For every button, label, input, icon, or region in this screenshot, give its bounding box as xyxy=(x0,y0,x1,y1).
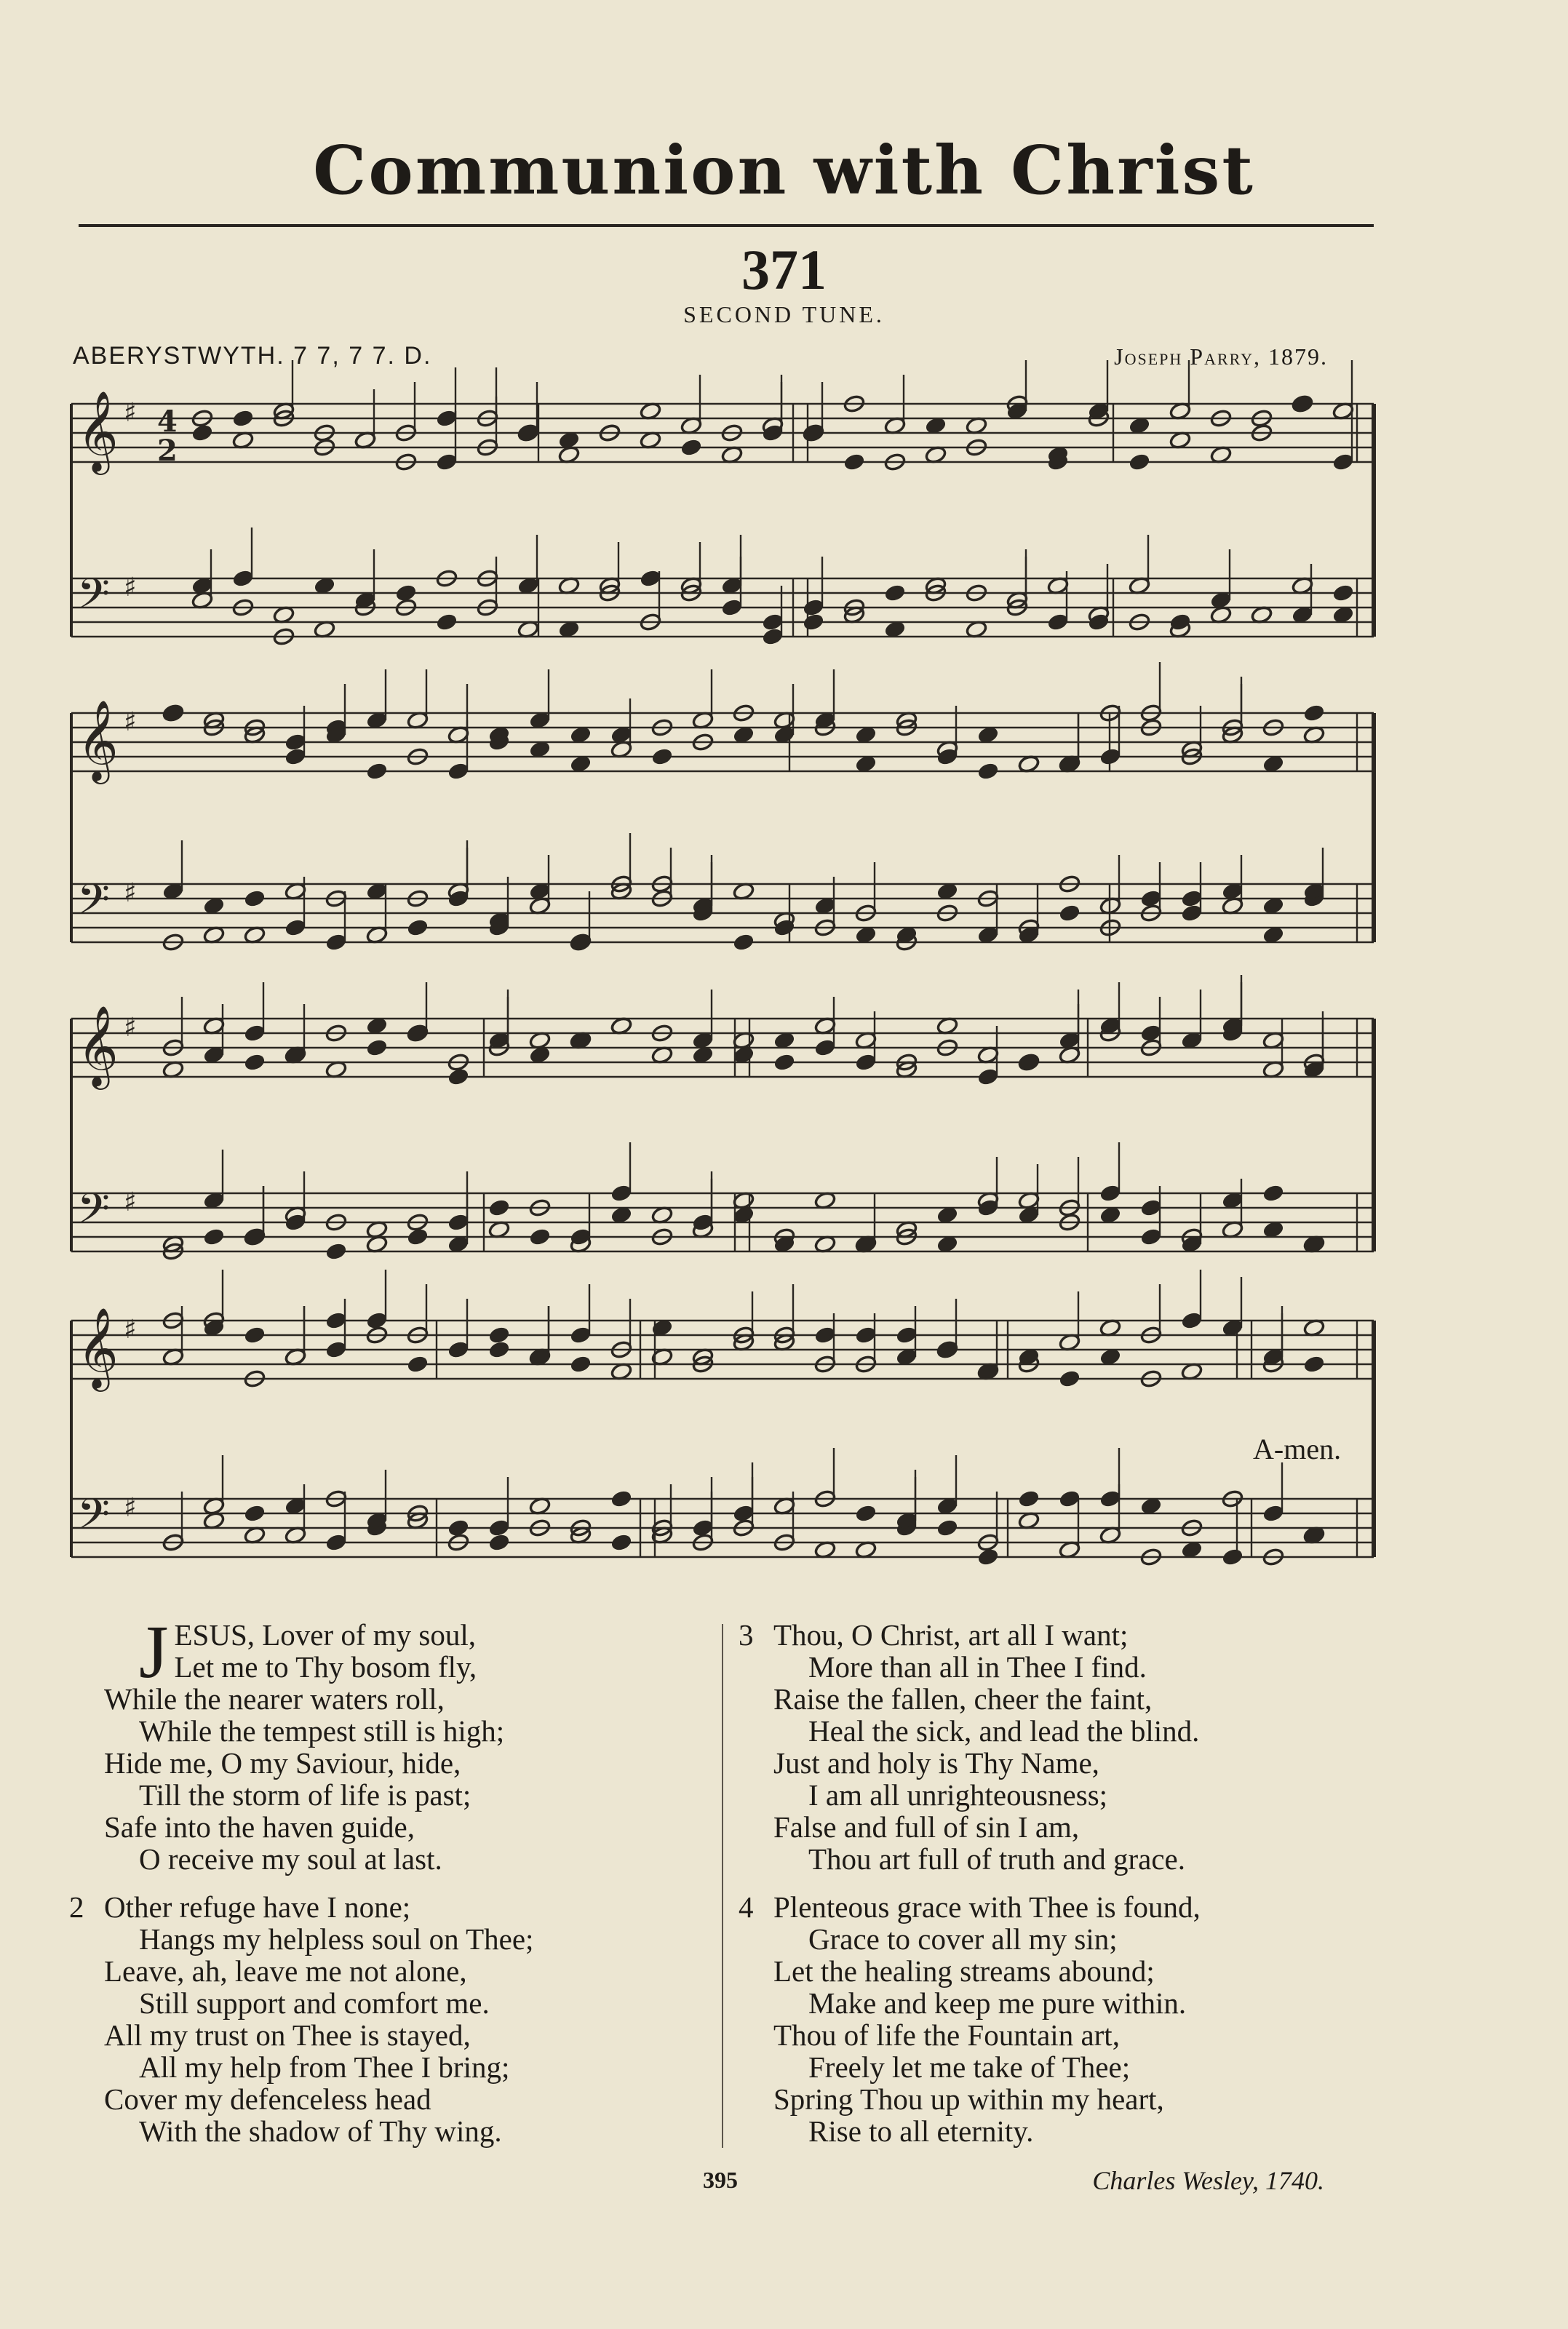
note-head xyxy=(570,1355,592,1374)
note-head xyxy=(1140,1024,1163,1043)
note-head xyxy=(803,598,825,617)
note-head xyxy=(814,1326,837,1345)
verse-line: Leave, ah, leave me not alone, xyxy=(104,1954,467,1988)
note-head xyxy=(325,1242,348,1261)
verses-left-column xyxy=(69,1610,709,2163)
note-head xyxy=(244,1227,266,1246)
verse-line: I am all unrighteousness; xyxy=(808,1778,1108,1812)
note-head xyxy=(1129,453,1151,471)
note-head xyxy=(1332,584,1355,602)
key-signature-sharp: ♯ xyxy=(124,878,137,908)
note-head xyxy=(244,889,266,908)
note-head xyxy=(762,613,784,632)
note-head xyxy=(232,409,255,428)
bass-clef-icon: 𝄢 xyxy=(77,1489,111,1549)
note-head xyxy=(436,613,458,632)
page-number: 395 xyxy=(703,2167,738,2193)
verse-line: Spring Thou up within my heart, xyxy=(773,2082,1164,2116)
note-head xyxy=(1222,1548,1244,1566)
note-head xyxy=(232,569,255,588)
bass-clef-icon: 𝄢 xyxy=(77,875,111,934)
note-head xyxy=(488,1533,511,1552)
note-head xyxy=(447,762,470,781)
time-signature: 2 xyxy=(157,434,178,468)
key-signature-sharp: ♯ xyxy=(124,1013,137,1043)
verse-line: False and full of sin I am, xyxy=(773,1810,1080,1844)
verse-line: All my help from Thee I bring; xyxy=(139,2050,510,2084)
verse-line: Thou, O Christ, art all I want; xyxy=(773,1618,1129,1652)
stanza-number: 2 xyxy=(69,1890,84,1924)
note-head xyxy=(773,1053,796,1072)
note-head xyxy=(325,1340,348,1359)
verse-line: Plenteous grace with Thee is found, xyxy=(773,1890,1201,1924)
note-head xyxy=(436,453,458,471)
verse-line: Rise to all eternity. xyxy=(808,2114,1034,2148)
note-head xyxy=(366,1038,389,1057)
stanza-2 xyxy=(69,1891,709,2147)
verse-line: While the nearer waters roll, xyxy=(104,1682,445,1716)
verse-line: Let the healing streams abound; xyxy=(773,1954,1155,1988)
note-head xyxy=(936,1340,959,1359)
first-line-text: ESUS, Lover of my soul, xyxy=(174,1618,477,1652)
note-head xyxy=(447,1340,470,1359)
note-head xyxy=(803,613,825,632)
note-head xyxy=(843,453,866,471)
time-signature: 4 xyxy=(157,405,178,439)
bass-clef-icon: 𝄢 xyxy=(77,1184,111,1243)
verse-line: Just and holy is Thy Name, xyxy=(773,1746,1099,1780)
note-head xyxy=(366,762,389,781)
note-head xyxy=(610,1533,633,1552)
column-divider xyxy=(722,1624,723,2148)
note-head xyxy=(488,1340,511,1359)
verse-line: Hide me, O my Saviour, hide, xyxy=(104,1746,461,1780)
composer: Joseph Parry, 1879. xyxy=(1114,343,1328,370)
note-head xyxy=(762,627,784,646)
key-signature-sharp: ♯ xyxy=(124,1187,137,1217)
note-head xyxy=(733,933,755,952)
verse-line: Cover my defenceless head xyxy=(104,2082,431,2116)
verse-line: Raise the fallen, cheer the faint, xyxy=(773,1682,1153,1716)
note-head xyxy=(721,598,744,617)
note-head xyxy=(488,1518,511,1537)
note-head xyxy=(395,584,418,602)
tune-name: ABERYSTWYTH. 7 7, 7 7. D. xyxy=(73,342,432,370)
note-head xyxy=(1181,889,1203,908)
note-head xyxy=(610,1184,633,1203)
section-title: Communion with Christ xyxy=(313,131,1255,210)
note-head xyxy=(896,1326,918,1345)
stanza-number: 4 xyxy=(739,1890,754,1924)
note-head xyxy=(1099,1184,1122,1203)
note-head xyxy=(680,438,703,457)
treble-clef-icon: 𝄞 xyxy=(77,1005,119,1086)
note-head xyxy=(855,1326,877,1345)
note-head xyxy=(284,747,307,766)
note-head xyxy=(1262,1504,1285,1523)
verse-line: More than all in Thee I find. xyxy=(808,1650,1147,1684)
note-head xyxy=(366,1311,389,1330)
note-head xyxy=(436,409,458,428)
note-head xyxy=(884,584,907,602)
note-head xyxy=(284,918,307,937)
key-signature-sharp: ♯ xyxy=(124,1493,137,1523)
verse-line: Thou art full of truth and grace. xyxy=(808,1842,1186,1876)
treble-clef-icon: 𝄞 xyxy=(77,390,119,471)
verse-line: All my trust on Thee is stayed, xyxy=(104,2018,471,2052)
hymn-number: 371 xyxy=(741,238,827,301)
note-head xyxy=(1303,1355,1326,1374)
note-head xyxy=(325,1311,348,1330)
key-signature-sharp: ♯ xyxy=(124,707,137,737)
note-head xyxy=(640,569,662,588)
note-head xyxy=(529,1227,552,1246)
verse-line: With the shadow of Thy wing. xyxy=(139,2114,502,2148)
verse-line: Hangs my helpless soul on Thee; xyxy=(139,1922,534,1956)
note-head xyxy=(1099,747,1122,766)
note-head xyxy=(244,1326,266,1345)
verse-line: O receive my soul at last. xyxy=(139,1842,442,1876)
note-head xyxy=(1140,1227,1163,1246)
amen-label: A-men. xyxy=(1253,1433,1342,1465)
note-head xyxy=(244,1024,266,1043)
note-head xyxy=(977,1548,1000,1566)
note-head xyxy=(325,1533,348,1552)
note-head xyxy=(447,1518,470,1537)
stanza-3 xyxy=(739,1619,1393,1875)
note-head xyxy=(284,733,307,752)
note-head xyxy=(1059,1489,1081,1508)
note-head xyxy=(407,918,429,937)
verse-line: While the tempest still is high; xyxy=(139,1714,505,1748)
verse-line: Thou of life the Fountain art, xyxy=(773,2018,1120,2052)
note-head xyxy=(814,1038,837,1057)
verse-line: Still support and comfort me. xyxy=(139,1986,490,2020)
verse-line: Other refuge have I none; xyxy=(104,1890,411,1924)
verse-line: Safe into the haven guide, xyxy=(104,1810,415,1844)
note-head xyxy=(447,1213,470,1232)
key-signature-sharp: ♯ xyxy=(124,398,137,428)
note-head xyxy=(610,1489,633,1508)
note-head xyxy=(1303,704,1326,722)
note-head xyxy=(1181,1311,1203,1330)
note-head xyxy=(692,1518,715,1537)
note-head xyxy=(407,1024,429,1043)
note-head xyxy=(936,1518,959,1537)
note-head xyxy=(651,747,674,766)
note-head xyxy=(1099,1489,1122,1508)
note-head xyxy=(203,1227,226,1246)
verse-line: Let me to Thy bosom fly, xyxy=(174,1650,477,1684)
verse-line: Make and keep me pure within. xyxy=(808,1986,1187,2020)
note-head xyxy=(1140,1198,1163,1217)
note-head xyxy=(1332,453,1355,471)
stanza-number: 3 xyxy=(739,1618,754,1652)
tune-note: SECOND TUNE. xyxy=(683,301,885,327)
note-head xyxy=(407,1355,429,1374)
note-head xyxy=(325,933,348,952)
verses-right-column xyxy=(739,1619,1393,2163)
note-head xyxy=(244,1504,266,1523)
stanza-1 xyxy=(69,1610,709,1876)
note-head xyxy=(488,1326,511,1345)
note-head xyxy=(1047,613,1070,632)
key-signature-sharp: ♯ xyxy=(124,573,137,602)
note-head xyxy=(488,1198,511,1217)
note-head xyxy=(1059,1369,1081,1388)
note-head xyxy=(1181,904,1203,923)
bass-clef-icon: 𝄢 xyxy=(77,569,111,629)
note-head xyxy=(570,1326,592,1345)
note-head xyxy=(855,1053,877,1072)
note-head xyxy=(1262,1184,1285,1203)
note-head xyxy=(1292,394,1314,413)
treble-clef-icon: 𝄞 xyxy=(77,699,119,781)
stanza-4 xyxy=(739,1891,1393,2147)
note-head xyxy=(1059,904,1081,923)
note-head xyxy=(244,1053,266,1072)
note-head xyxy=(1018,1489,1040,1508)
treble-clef-icon: 𝄞 xyxy=(77,1307,119,1388)
verse-line: Freely let me take of Thee; xyxy=(808,2050,1131,2084)
note-head xyxy=(803,423,825,442)
key-signature-sharp: ♯ xyxy=(124,1315,137,1345)
note-head xyxy=(162,704,185,722)
note-head xyxy=(447,1067,470,1086)
verse-line: Heal the sick, and lead the blind. xyxy=(808,1714,1200,1748)
note-head xyxy=(977,1067,1000,1086)
note-head xyxy=(855,1504,877,1523)
author-credit: Charles Wesley, 1740. xyxy=(1092,2166,1324,2195)
verse-line: Till the storm of life is past; xyxy=(139,1778,471,1812)
note-head xyxy=(977,762,1000,781)
verse-line: Grace to cover all my sin; xyxy=(808,1922,1118,1956)
drop-cap: J xyxy=(139,1610,169,1694)
